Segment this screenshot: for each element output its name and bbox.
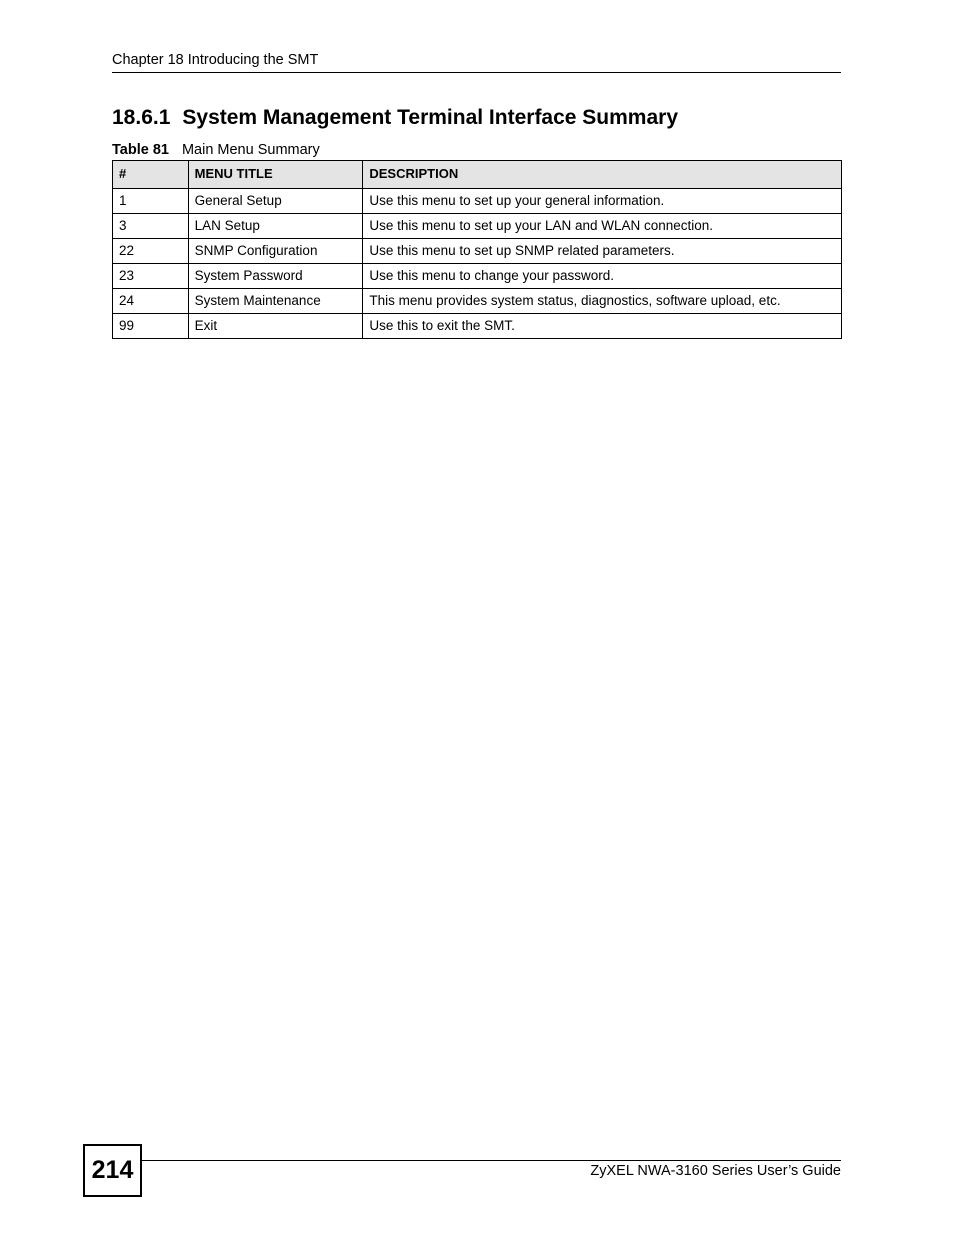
table-header-row xyxy=(113,161,842,189)
table-row xyxy=(113,239,842,264)
menu-title-cell: System Maintenance xyxy=(188,289,363,314)
section-heading xyxy=(112,105,678,131)
section-title: System Management Terminal Interface Summary xyxy=(182,106,679,129)
column-header-description: DESCRIPTION xyxy=(363,161,842,189)
menu-title-cell: LAN Setup xyxy=(188,214,363,239)
table-row xyxy=(113,264,842,289)
table-row xyxy=(113,214,842,239)
menu-description-cell: Use this menu to set up SNMP related parameters. xyxy=(363,239,842,264)
section-number: 18.6.1 xyxy=(112,106,171,129)
table-caption-label: Table 81 xyxy=(112,142,169,158)
table-caption-title: Main Menu Summary xyxy=(181,142,320,158)
menu-title-cell: System Password xyxy=(188,264,363,289)
menu-number-cell: 99 xyxy=(113,314,189,339)
menu-title-cell: General Setup xyxy=(188,189,363,214)
menu-description-cell: Use this menu to set up your LAN and WLAN connection. xyxy=(363,214,842,239)
menu-title-cell: Exit xyxy=(188,314,363,339)
footer-rule xyxy=(140,1160,841,1161)
column-header-number: # xyxy=(113,161,189,189)
menu-description-cell: Use this to exit the SMT. xyxy=(363,314,842,339)
menu-number-cell: 22 xyxy=(113,239,189,264)
menu-number-cell: 1 xyxy=(113,189,189,214)
column-header-menu-title: MENU TITLE xyxy=(188,161,363,189)
table-row xyxy=(113,289,842,314)
menu-description-cell: Use this menu to set up your general information. xyxy=(363,189,842,214)
table-row xyxy=(113,189,842,214)
running-header: Chapter 18 Introducing the SMT xyxy=(112,52,841,73)
menu-description-cell: Use this menu to change your password. xyxy=(363,264,842,289)
page-number: 214 xyxy=(83,1144,142,1197)
menu-title-cell: SNMP Configuration xyxy=(188,239,363,264)
guide-title: ZyXEL NWA-3160 Series User’s Guide xyxy=(590,1163,841,1179)
menu-number-cell: 3 xyxy=(113,214,189,239)
main-menu-summary-table xyxy=(112,160,842,339)
menu-number-cell: 24 xyxy=(113,289,189,314)
menu-description-cell: This menu provides system status, diagnostics, software upload, etc. xyxy=(363,289,842,314)
table-caption xyxy=(112,141,320,159)
table-row xyxy=(113,314,842,339)
menu-number-cell: 23 xyxy=(113,264,189,289)
